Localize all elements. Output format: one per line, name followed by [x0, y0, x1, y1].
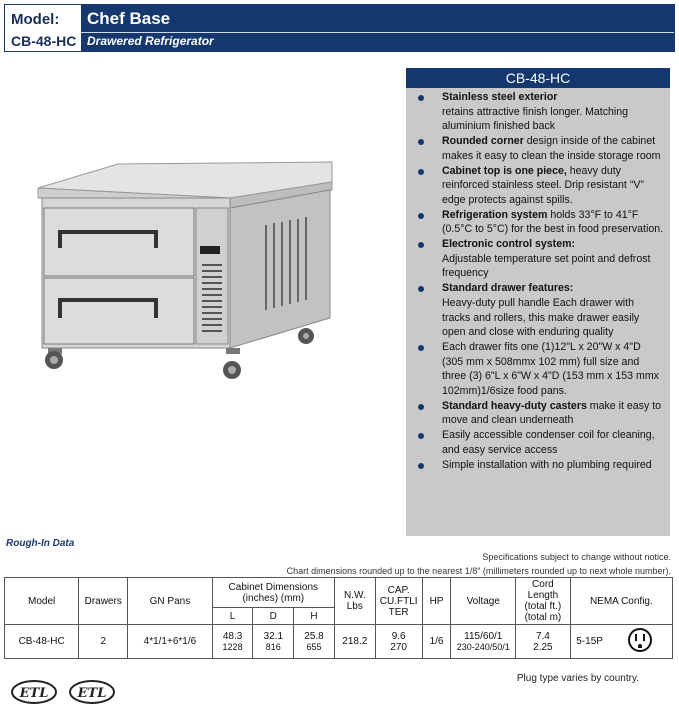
cell-L — [212, 625, 253, 659]
cell-hp: 1/6 — [422, 625, 451, 659]
cell-cord-ft: 7.4 — [535, 630, 550, 642]
spec-change-note: Specifications subject to change without notice. — [482, 552, 671, 562]
cell-model: CB-48-HC — [5, 625, 79, 659]
bullet-icon — [418, 286, 424, 292]
bullet-icon — [418, 433, 424, 439]
feature-title: Refrigeration system — [442, 208, 548, 221]
feature-item — [406, 340, 670, 399]
cell-drawers: 2 — [79, 625, 128, 659]
model-value: CB-48-HC — [11, 33, 77, 49]
feature-text: Adjustable temperature set point and defrost frequency — [442, 252, 651, 280]
cell-L-mm: 1228 — [222, 641, 243, 652]
feature-item — [406, 208, 670, 237]
header-gn-pans: GN Pans — [128, 578, 213, 625]
feature-title: Standard heavy-duty casters — [442, 399, 587, 412]
header-H: H — [294, 608, 335, 625]
etl-logo-2: ETL — [77, 686, 107, 701]
feature-text: Easily accessible condenser coil for cleaning, and easy service access — [442, 429, 655, 456]
feature-item — [406, 399, 670, 428]
model-label: Model: — [11, 11, 60, 28]
rough-in-label: Rough-In Data — [6, 538, 75, 549]
feature-item — [406, 164, 670, 208]
spec-table — [4, 577, 673, 659]
header-bar — [4, 4, 675, 52]
feature-text: make it easy to move and clean underneath — [442, 399, 662, 427]
cell-cap-ft: 9.6 — [391, 630, 406, 642]
features-panel — [406, 68, 670, 536]
certification-logos — [10, 680, 120, 709]
plug-outlet-icon — [627, 627, 653, 653]
cell-cap-l: 270 — [390, 641, 407, 653]
cell-voltage-1: 115/60/1 — [464, 630, 503, 642]
feature-title: Rounded corner — [442, 135, 524, 148]
cell-D-in: 32.1 — [263, 630, 284, 642]
features-heading: CB-48-HC — [406, 68, 670, 88]
feature-text: heavy duty reinforced stainless steel. Drip resistant “V” edge protects against spills. — [442, 164, 644, 206]
feature-item — [406, 134, 670, 163]
cell-gn-pans: 4*1/1+6*1/6 — [128, 625, 213, 659]
plug-note: Plug type varies by country. — [516, 673, 639, 684]
cell-cord — [516, 625, 571, 659]
page-title: Chef Base — [87, 9, 171, 28]
page-subtitle: Drawered Refrigerator — [87, 34, 214, 48]
header-cabinet-dims: Cabinet Dimensions (inches) (mm) — [212, 578, 334, 608]
header-cap: CAP. CU.FTLI TER — [375, 578, 422, 625]
etl-logo — [12, 681, 56, 703]
bullet-icon — [418, 139, 424, 145]
cell-nw: 218.2 — [334, 625, 375, 659]
feature-item — [406, 281, 670, 340]
cell-cord-m: 2.25 — [533, 641, 553, 653]
bullet-icon — [418, 404, 424, 410]
rounding-note: Chart dimensions rounded up to the nearest 1/8" (millimeters rounded up to next whole number). — [286, 566, 671, 576]
feature-text: design inside of the cabinet makes it easy to clean the inside storage room — [442, 135, 661, 162]
cell-voltage-2: 230-240/50/1 — [456, 641, 510, 652]
bullet-icon — [418, 213, 424, 219]
etl-logo — [70, 681, 114, 703]
bullet-icon — [418, 95, 424, 101]
product-image — [30, 150, 350, 390]
header-cord: Cord Length (total ft.) (total m) — [516, 578, 571, 625]
cell-D — [253, 625, 294, 659]
header-hp: HP — [422, 578, 451, 625]
feature-item — [406, 237, 670, 281]
cell-H-mm: 655 — [306, 641, 322, 652]
model-cell — [5, 5, 80, 51]
feature-title: Stainless steel exterior — [442, 91, 558, 103]
feature-text: retains attractive finish longer. Matching aluminium finished back — [442, 105, 629, 133]
feature-item — [406, 458, 670, 473]
cell-nema: 5-15P — [570, 625, 608, 659]
feature-text: Simple installation with no plumbing required — [442, 458, 652, 471]
title-cell — [81, 5, 674, 51]
cell-H — [294, 625, 335, 659]
header-model: Model — [5, 578, 79, 625]
feature-title: Standard drawer features: — [442, 282, 574, 295]
header-nema: NEMA Config. — [570, 578, 672, 625]
header-nw: N.W. Lbs — [334, 578, 375, 625]
feature-item — [406, 90, 670, 134]
header-divider — [81, 32, 674, 33]
feature-text: holds 33°F to 41°F (0.5°C to 5°C) for the best in food preservation. — [442, 208, 664, 236]
feature-text: Heavy-duty pull handle Each drawer with tracks and rollers, this make drawer easily open and close with enduring quality — [442, 296, 640, 339]
features-list — [406, 88, 670, 472]
header-L: L — [212, 608, 253, 625]
cell-voltage — [451, 625, 516, 659]
bullet-icon — [418, 169, 424, 175]
cell-cap — [375, 625, 422, 659]
cell-H-in: 25.8 — [304, 630, 324, 642]
feature-title: Cabinet top is one piece, — [442, 164, 567, 177]
table-header-row — [5, 578, 673, 608]
header-drawers: Drawers — [79, 578, 128, 625]
feature-item — [406, 428, 670, 457]
header-D: D — [253, 608, 294, 625]
etl-logo-1: ETL — [19, 686, 49, 701]
cell-D-mm: 816 — [265, 641, 281, 652]
cell-nema-icon — [608, 625, 672, 659]
feature-text: Each drawer fits one (1)12"L x 20"W x 4"D (305 mm x 508mmx 102 mm) full size and three (3) 6"L x 6"W x 4"D (153 mm x 153 mmx 102mm)1/6size food pans. — [442, 340, 659, 398]
cell-L-in: 48.3 — [222, 630, 243, 642]
feature-title: Electronic control system: — [442, 238, 576, 251]
bullet-icon — [418, 345, 424, 351]
bullet-icon — [418, 242, 424, 248]
bullet-icon — [418, 463, 424, 469]
table-row — [5, 625, 673, 659]
header-voltage: Voltage — [451, 578, 516, 625]
